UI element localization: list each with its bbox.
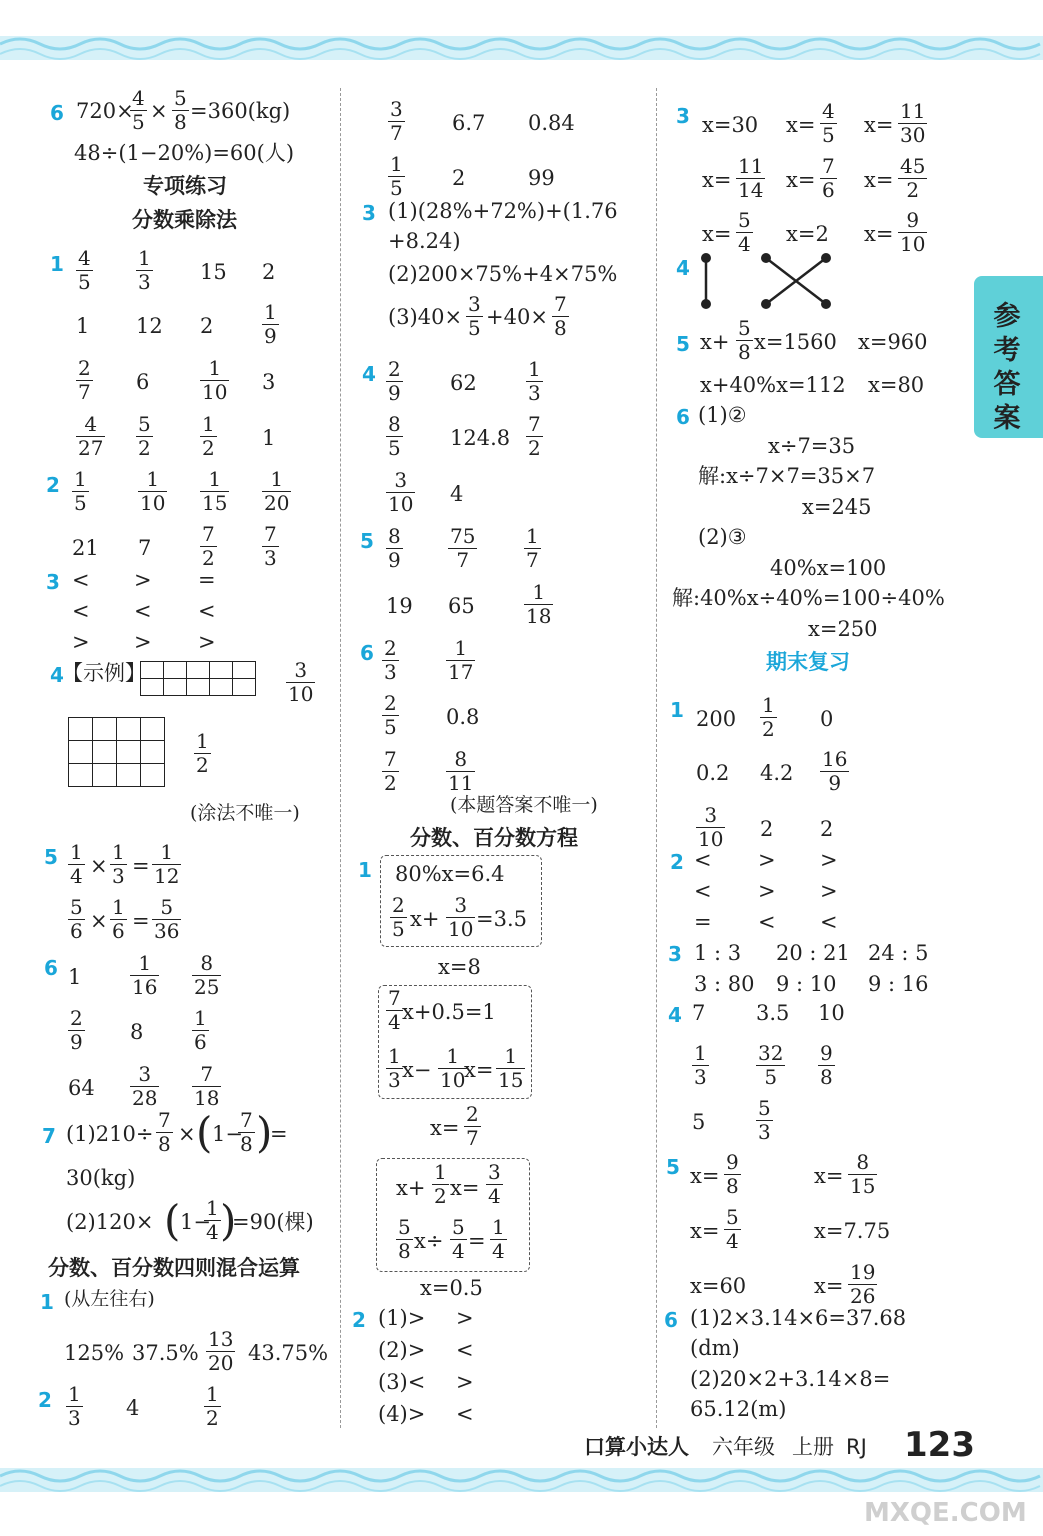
- answer-text: 2: [760, 817, 774, 841]
- fraction: 1 3: [138, 246, 151, 294]
- answer-text: x=30: [702, 113, 759, 137]
- answer-text: <: [72, 568, 90, 592]
- answer-text: x=960: [858, 330, 928, 354]
- edition-label: RJ: [846, 1435, 867, 1459]
- fraction: 7 6: [822, 154, 835, 202]
- equation-text: x−: [402, 1058, 432, 1082]
- fraction: 2 9: [388, 357, 401, 405]
- fraction: 5 4: [738, 208, 751, 256]
- section-heading: 分数乘除法: [132, 208, 237, 232]
- fraction: 1 18: [526, 580, 552, 628]
- answer-text: =: [270, 1122, 288, 1146]
- answer-text: 125%: [64, 1341, 125, 1365]
- fraction: 7 2: [384, 747, 397, 795]
- note: (从左往右): [64, 1288, 155, 1310]
- answer-text: 1: [76, 314, 90, 338]
- answer-text: 8: [130, 1020, 144, 1044]
- answer-text: (1)②: [698, 403, 747, 427]
- answer-text: <: [198, 599, 216, 623]
- fraction: 5 8: [398, 1215, 411, 1263]
- answer-text: =360(kg): [190, 99, 291, 123]
- answer-text: 99: [528, 166, 555, 190]
- answer-text: <: [456, 1402, 474, 1426]
- equation-text: 80%x=6.4: [395, 862, 505, 886]
- fraction: 7 4: [388, 986, 401, 1034]
- question-number: 3: [676, 104, 690, 128]
- fraction: 5 2: [138, 412, 151, 460]
- answer-text: +8.24): [388, 229, 461, 253]
- answer-text: ×: [90, 909, 108, 933]
- fraction: 1 4: [70, 840, 83, 888]
- fraction: 1 2: [434, 1160, 447, 1208]
- question-number: 4: [668, 1003, 682, 1027]
- fraction: 7 8: [158, 1108, 171, 1156]
- answer-text: 62: [450, 371, 477, 395]
- answer-text: x=: [690, 1219, 720, 1243]
- answer-text: <: [694, 848, 712, 872]
- fraction: 5 4: [726, 1205, 739, 1253]
- answer-text: 4: [450, 482, 464, 506]
- section-heading: 分数、百分数四则混合运算: [48, 1256, 300, 1280]
- fraction: 2 9: [70, 1006, 83, 1054]
- fraction: 1 6: [194, 1006, 207, 1054]
- fraction: 11 14: [738, 154, 764, 202]
- equation-solution: x=0.5: [420, 1276, 483, 1300]
- answer-text: x=: [702, 168, 732, 192]
- fraction: 1 2: [206, 1382, 219, 1430]
- answer-text: 720×: [76, 99, 134, 123]
- fraction: 11 30: [900, 99, 926, 147]
- answer-text: =90(棵): [232, 1210, 314, 1234]
- answer-text: x+40%x=112: [700, 373, 846, 397]
- answer-text: 43.75%: [248, 1341, 329, 1365]
- equation-text: x÷: [414, 1229, 444, 1253]
- equation-text: x+0.5=1: [402, 1000, 496, 1024]
- fraction: 7 2: [202, 522, 215, 570]
- answer-text: 64: [68, 1076, 95, 1100]
- answer-text: 1−: [180, 1210, 211, 1234]
- fraction: 1 3: [388, 1044, 401, 1092]
- matching-lines-diagram: [690, 250, 840, 316]
- fraction: 1 3: [68, 1382, 81, 1430]
- answer-text: 4: [126, 1396, 140, 1420]
- equation-text: x=: [464, 1058, 494, 1082]
- answer-text: >: [820, 879, 838, 903]
- answer-text: x=7.75: [814, 1219, 891, 1243]
- note: (本题答案不唯一): [450, 794, 598, 816]
- fraction: 5 8: [174, 86, 187, 134]
- answer-text: +40×: [486, 305, 548, 329]
- column-divider: [656, 88, 657, 1428]
- answer-text: x+: [700, 330, 730, 354]
- answer-text: 124.8: [450, 426, 511, 450]
- volume-label: 上册: [792, 1435, 834, 1459]
- shaded-grid-4x3: [68, 717, 165, 787]
- question-number: 6: [50, 101, 64, 125]
- answer-text: >: [72, 630, 90, 654]
- fraction: 3 4: [488, 1160, 501, 1208]
- question-number: 2: [670, 850, 684, 874]
- answer-text: (2)③: [698, 525, 747, 549]
- answer-text: 1: [262, 426, 276, 450]
- fraction: 5 36: [154, 895, 180, 943]
- question-number: 1: [40, 1290, 54, 1314]
- fraction: 2 7: [466, 1102, 479, 1150]
- answer-text: 37.5%: [132, 1341, 199, 1365]
- fraction: 75 7: [450, 524, 476, 572]
- fraction: 1 20: [264, 467, 290, 515]
- answer-text: 21: [72, 536, 99, 560]
- answer-text: 解:x÷7×7=35×7: [698, 464, 876, 488]
- answer-text: x÷7=35: [768, 434, 856, 458]
- answer-text: 3.5: [756, 1001, 790, 1025]
- answer-text: (1)>: [378, 1306, 426, 1330]
- shaded-grid-1x5: [140, 661, 256, 696]
- answer-text: 3 : 80: [694, 972, 755, 996]
- fraction: 9 10: [900, 208, 926, 256]
- answer-text: x=: [864, 168, 894, 192]
- answer-text: 7: [138, 536, 152, 560]
- question-number: 2: [352, 1308, 366, 1332]
- fraction: 13 20: [208, 1327, 234, 1375]
- fraction: 2 5: [384, 691, 397, 739]
- answer-text: 2: [200, 314, 214, 338]
- fraction: 5 8: [738, 316, 751, 364]
- fraction: 7 8: [554, 292, 567, 340]
- answer-text: 30(kg): [66, 1166, 136, 1190]
- answer-text: 200: [696, 707, 737, 731]
- fraction: 8 15: [850, 1150, 876, 1198]
- question-number: 5: [360, 529, 374, 553]
- paren: (: [164, 1196, 181, 1245]
- fraction: 1 3: [694, 1041, 707, 1089]
- equation-text: x+: [410, 907, 440, 931]
- fraction: 1 17: [448, 636, 474, 684]
- answer-text: x=: [786, 113, 816, 137]
- answer-text: (3)<: [378, 1370, 426, 1394]
- answer-text: >: [198, 630, 216, 654]
- answer-text: (2)200×75%+4×75%: [388, 262, 618, 286]
- fraction: 7 3: [264, 522, 277, 570]
- fraction: 1 6: [112, 895, 125, 943]
- answer-text: 5: [692, 1110, 706, 1134]
- fraction: 1 10: [202, 356, 228, 404]
- fraction: 1 15: [202, 467, 228, 515]
- fraction: 1 4: [492, 1215, 505, 1263]
- answer-text: x=80: [868, 373, 925, 397]
- equation-text: =3.5: [476, 907, 527, 931]
- fraction: 1 2: [202, 412, 215, 460]
- answer-text: x=2: [786, 222, 829, 246]
- answer-text: >: [758, 848, 776, 872]
- answer-text: >: [134, 630, 152, 654]
- fraction: 3 10: [288, 658, 314, 706]
- question-number: 1: [50, 252, 64, 276]
- fraction: 2 5: [392, 893, 405, 941]
- answer-text: 0.84: [528, 111, 575, 135]
- paren: ): [220, 1196, 237, 1245]
- fraction: 2 3: [384, 636, 397, 684]
- question-number: 5: [44, 845, 58, 869]
- answer-text: 2: [262, 260, 276, 284]
- grade-label: 六年级: [712, 1435, 775, 1459]
- answer-text: >: [820, 848, 838, 872]
- fraction: 1 5: [74, 467, 87, 515]
- answer-text: x=1560: [754, 330, 837, 354]
- fraction: 8 11: [448, 747, 474, 795]
- section-heading: 专项练习: [143, 174, 227, 198]
- side-tab-char: 答: [993, 369, 1021, 400]
- answer-text: 40%x=100: [770, 556, 887, 580]
- question-number: 5: [666, 1155, 680, 1179]
- answer-text: x=250: [808, 617, 878, 641]
- question-number: 3: [46, 570, 60, 594]
- answer-text: >: [758, 879, 776, 903]
- book-title: 口算小达人: [584, 1435, 689, 1459]
- answer-text: 1: [68, 965, 82, 989]
- fraction: 1 10: [140, 467, 166, 515]
- side-tab-char: 考: [993, 335, 1021, 366]
- fraction: 3 10: [698, 803, 724, 851]
- answer-text: 9 : 16: [868, 972, 929, 996]
- answer-text: 1 : 3: [694, 941, 742, 965]
- answer-text: 65.12(m): [690, 1397, 787, 1421]
- answer-text: (1)(28%+72%)+(1.76: [388, 199, 618, 223]
- side-tab-answers: [974, 276, 1043, 438]
- answer-text: 2: [452, 166, 466, 190]
- fraction: 9 8: [820, 1041, 833, 1089]
- fraction: 3 7: [390, 97, 403, 145]
- fraction: 1 15: [498, 1044, 524, 1092]
- question-number: 5: [676, 332, 690, 356]
- question-number: 6: [360, 641, 374, 665]
- answer-text: x=: [702, 222, 732, 246]
- answer-text: x=245: [802, 495, 872, 519]
- top-wave-decoration: [0, 28, 1043, 68]
- answer-text: 48÷(1−20%)=60(人): [74, 141, 295, 165]
- fraction: 1 9: [264, 300, 277, 348]
- fraction: 1 3: [528, 357, 541, 405]
- question-number: 4: [50, 663, 64, 687]
- answer-text: 19: [386, 594, 413, 618]
- question-number: 4: [676, 256, 690, 280]
- question-number: 6: [676, 405, 690, 429]
- answer-text: >: [456, 1370, 474, 1394]
- fraction: 1 7: [526, 524, 539, 572]
- answer-text: x=: [786, 168, 816, 192]
- answer-text: 0: [820, 707, 834, 731]
- watermark: MXQE.COM: [864, 1498, 1027, 1528]
- question-number: 1: [670, 698, 684, 722]
- column-divider: [340, 88, 341, 1428]
- answer-text: 9 : 10: [776, 972, 837, 996]
- answer-text: 1−: [212, 1122, 243, 1146]
- answer-text: 6: [136, 370, 150, 394]
- answer-text: 0.8: [446, 705, 480, 729]
- question-number: 3: [668, 942, 682, 966]
- fraction: 7 18: [194, 1062, 220, 1110]
- fraction: 2 7: [78, 356, 91, 404]
- question-number: 6: [664, 1308, 678, 1332]
- paren: ): [256, 1108, 273, 1157]
- answer-text: >: [134, 568, 152, 592]
- answer-text: x=: [864, 113, 894, 137]
- answer-text: 3: [262, 370, 276, 394]
- answer-text: ×: [150, 99, 168, 123]
- answer-text: ×: [178, 1122, 196, 1146]
- question-number: 3: [362, 201, 376, 225]
- answer-text: =: [132, 909, 150, 933]
- answer-text: (2)120×: [66, 1210, 154, 1234]
- page-number: 123: [904, 1425, 975, 1465]
- answer-text: 15: [200, 260, 227, 284]
- answer-text: x=: [690, 1164, 720, 1188]
- answer-text: 6.7: [452, 111, 486, 135]
- fraction: 5 3: [758, 1096, 771, 1144]
- answer-text: (2)20×2+3.14×8=: [690, 1367, 891, 1391]
- answer-text: 2: [820, 817, 834, 841]
- fraction: 3 28: [132, 1062, 158, 1110]
- answer-text: 12: [136, 314, 163, 338]
- answer-text: (1)2×3.14×6=37.68: [690, 1306, 907, 1330]
- equation-text: =: [468, 1229, 486, 1253]
- fraction: 3 10: [388, 468, 414, 516]
- question-number: 4: [362, 362, 376, 386]
- fraction: 19 26: [850, 1260, 876, 1308]
- example-label: 【示例】: [62, 661, 146, 685]
- answer-text: 65: [448, 594, 475, 618]
- fraction: 1 12: [154, 840, 180, 888]
- answer-text: x=: [814, 1164, 844, 1188]
- fraction: 5 4: [452, 1215, 465, 1263]
- fraction: 4 5: [132, 86, 145, 134]
- side-tab-char: 案: [993, 403, 1021, 434]
- answer-text: <: [694, 879, 712, 903]
- answer-text: <: [456, 1338, 474, 1362]
- question-number: 6: [44, 956, 58, 980]
- answer-text: <: [134, 599, 152, 623]
- fraction: 9 8: [726, 1150, 739, 1198]
- fraction: 1 2: [762, 693, 775, 741]
- answer-text: =: [198, 568, 216, 592]
- fraction: 3 10: [448, 893, 474, 941]
- fraction: 5 6: [70, 895, 83, 943]
- equation-text: x+: [396, 1176, 426, 1200]
- fraction: 4 5: [78, 246, 91, 294]
- fraction: 1 10: [440, 1044, 466, 1092]
- section-heading: 分数、百分数方程: [410, 826, 578, 850]
- fraction: 3 5: [468, 292, 481, 340]
- fraction: 8 5: [388, 412, 401, 460]
- answer-text: <: [72, 599, 90, 623]
- note: (涂法不唯一): [190, 802, 300, 824]
- answer-text: 24 : 5: [868, 941, 929, 965]
- fraction: 1 5: [390, 152, 403, 200]
- answer-text: ×: [90, 854, 108, 878]
- answer-text: <: [758, 910, 776, 934]
- answer-text: <: [820, 910, 838, 934]
- fraction: 4 5: [822, 99, 835, 147]
- equation-solution: x=8: [438, 955, 481, 979]
- fraction: 7 8: [240, 1108, 253, 1156]
- answer-text: x=60: [690, 1274, 747, 1298]
- fraction: 1 16: [132, 951, 158, 999]
- answer-text: x=: [814, 1274, 844, 1298]
- fraction: 1 4: [206, 1196, 219, 1244]
- answer-text: 20 : 21: [776, 941, 850, 965]
- fraction: 7 2: [528, 412, 541, 460]
- paren: (: [196, 1108, 213, 1157]
- fraction: 45 2: [900, 154, 926, 202]
- question-number: 7: [42, 1124, 56, 1148]
- answer-text: (2)>: [378, 1338, 426, 1362]
- answer-text: =: [694, 910, 712, 934]
- answer-text: 4.2: [760, 761, 794, 785]
- fraction: 8 9: [388, 524, 401, 572]
- answer-text: (3)40×: [388, 305, 463, 329]
- answer-text: >: [456, 1306, 474, 1330]
- fraction: 1 2: [196, 729, 209, 777]
- question-number: 2: [38, 1388, 52, 1412]
- fraction: 8 25: [194, 951, 220, 999]
- question-number: 1: [358, 858, 372, 882]
- answer-text: 解:40%x÷40%=100÷40%: [672, 586, 945, 610]
- side-tab-char: 参: [993, 301, 1021, 332]
- answer-text: 0.2: [696, 761, 730, 785]
- fraction: 1 3: [112, 840, 125, 888]
- section-heading: 期末复习: [766, 650, 850, 674]
- answer-text: (4)>: [378, 1402, 426, 1426]
- answer-text: =: [132, 854, 150, 878]
- answer-text: (dm): [690, 1336, 740, 1360]
- equation-solution: x=: [430, 1116, 460, 1140]
- answer-text: 7: [692, 1001, 706, 1025]
- question-number: 2: [46, 473, 60, 497]
- fraction: 16 9: [822, 747, 848, 795]
- answer-text: x=: [864, 222, 894, 246]
- fraction: 32 5: [758, 1041, 784, 1089]
- equation-text: x=: [450, 1176, 480, 1200]
- bottom-wave-decoration: [0, 1462, 1043, 1502]
- answer-text: 10: [818, 1001, 845, 1025]
- answer-text: (1)210÷: [66, 1122, 154, 1146]
- fraction: 4 27: [78, 412, 104, 460]
